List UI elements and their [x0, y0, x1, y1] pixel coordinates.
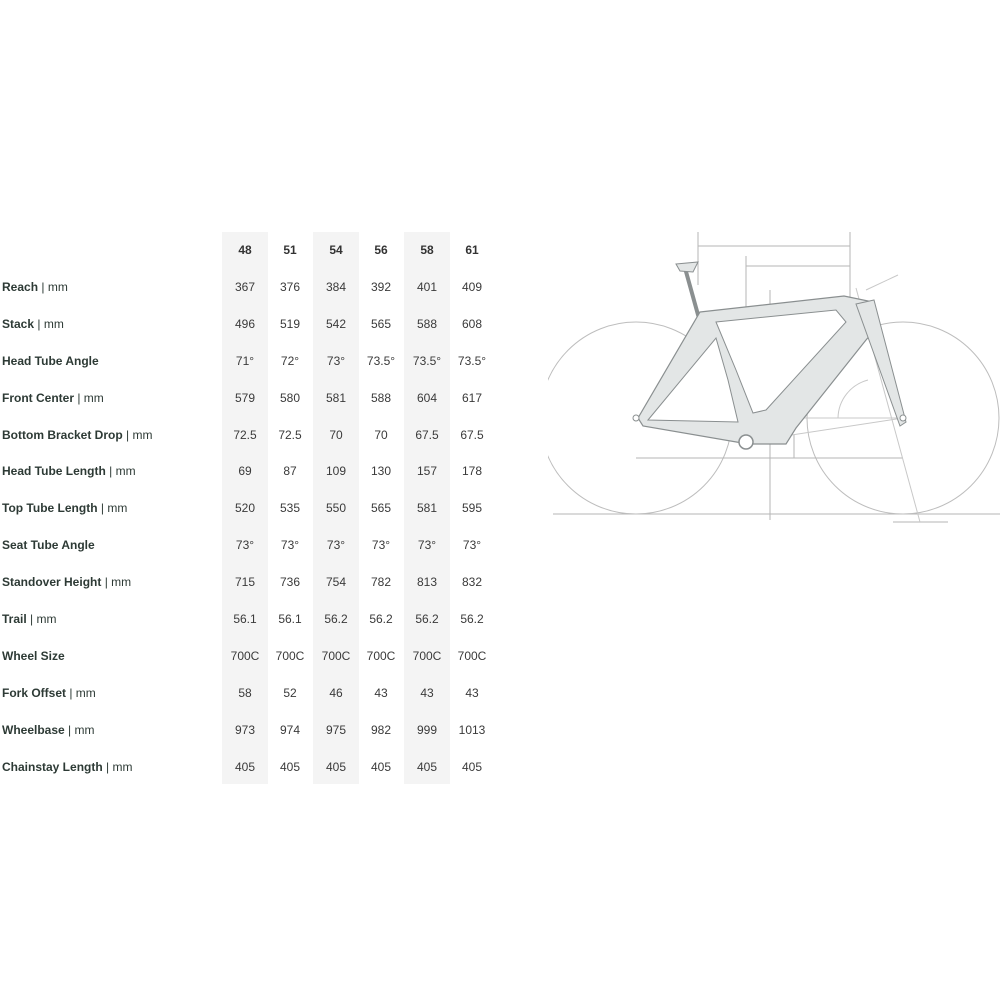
row-label: [2, 417, 152, 453]
size-header-58: 58: [420, 243, 434, 257]
measurement-name: Chainstay Length: [2, 759, 103, 774]
value-cell: 73°: [326, 353, 346, 368]
value-cell: 392: [370, 279, 392, 294]
row-reach: [0, 269, 500, 305]
row-wheel-size: [0, 638, 500, 674]
measurement-name: Top Tube Length: [2, 501, 98, 516]
front-axle: [900, 415, 906, 421]
row-head-tube-angle: [0, 343, 500, 379]
measurement-name: Wheel Size: [2, 648, 65, 663]
measurement-unit: | mm: [101, 575, 132, 590]
value-cell: 595: [461, 501, 483, 516]
value-cell: 608: [461, 316, 483, 331]
value-cell: 73°: [235, 538, 255, 553]
row-fork-offset: [0, 675, 500, 711]
value-cell: 58: [238, 685, 252, 700]
value-cell: 87: [283, 464, 297, 479]
value-cell: 604: [416, 390, 438, 405]
row-label: [2, 306, 64, 342]
value-cell: 70: [374, 427, 388, 442]
value-cell: 70: [329, 427, 343, 442]
measurement-name: Fork Offset: [2, 685, 67, 700]
value-cell: 405: [416, 759, 438, 774]
fork: [856, 300, 906, 426]
measurement-unit: | mm: [34, 316, 64, 331]
value-cell: 405: [279, 759, 301, 774]
value-cell: 43: [420, 685, 434, 700]
size-header-51: 51: [283, 243, 297, 257]
row-label: [2, 269, 68, 305]
row-head-tube-length: [0, 453, 500, 489]
value-cell: 782: [370, 575, 392, 590]
value-cell: 178: [461, 464, 483, 479]
value-cell: 700C: [457, 648, 487, 663]
measurement-name: Reach: [2, 279, 39, 294]
bike-geometry-diagram: [548, 230, 1000, 530]
value-cell: 56.2: [324, 612, 348, 626]
size-header-row: [0, 232, 500, 268]
value-cell: 520: [234, 501, 256, 516]
fork-offset-line: [866, 275, 898, 290]
value-cell: 367: [234, 279, 256, 294]
value-cell: 56.2: [415, 612, 439, 626]
measurement-unit: | mm: [74, 390, 104, 405]
rear-axle: [633, 415, 639, 421]
row-label: [2, 638, 65, 674]
row-top-tube-length: [0, 490, 500, 526]
value-cell: 581: [416, 501, 438, 516]
measurement-unit: | mm: [97, 501, 128, 516]
value-cell: 700C: [321, 648, 351, 663]
value-cell: 73°: [462, 538, 482, 553]
value-cell: 405: [461, 759, 483, 774]
value-cell: 535: [279, 501, 301, 516]
row-label: [2, 527, 95, 563]
row-stack: [0, 306, 500, 342]
size-header-61: 61: [465, 243, 479, 257]
value-cell: 542: [325, 316, 347, 331]
measurement-name: Head Tube Length: [2, 464, 106, 479]
value-cell: 56.2: [369, 612, 393, 626]
value-cell: 71°: [235, 353, 255, 368]
value-cell: 581: [325, 390, 347, 405]
value-cell: 52: [283, 685, 297, 700]
row-label: [2, 749, 132, 785]
value-cell: 700C: [230, 648, 260, 663]
value-cell: 519: [279, 316, 301, 331]
size-header-48: 48: [238, 243, 252, 257]
value-cell: 401: [416, 279, 438, 294]
value-cell: 72.5: [233, 427, 257, 442]
saddle: [676, 262, 698, 272]
measurement-unit: | mm: [66, 685, 96, 700]
row-trail: [0, 601, 500, 637]
value-cell: 384: [325, 279, 347, 294]
value-cell: 715: [234, 575, 256, 590]
measurement-name: Head Tube Angle: [2, 353, 99, 368]
row-label: [2, 601, 56, 637]
value-cell: 700C: [412, 648, 442, 663]
value-cell: 109: [325, 464, 347, 479]
size-header-56: 56: [374, 243, 388, 257]
row-label: [2, 712, 94, 748]
measurement-unit: | mm: [38, 279, 68, 294]
value-cell: 588: [416, 316, 438, 331]
row-seat-tube-angle: [0, 527, 500, 563]
value-cell: 409: [461, 279, 483, 294]
value-cell: 43: [374, 685, 388, 700]
value-cell: 565: [370, 501, 392, 516]
value-cell: 496: [234, 316, 256, 331]
value-cell: 565: [370, 316, 392, 331]
value-cell: 73°: [371, 538, 391, 553]
value-cell: 376: [279, 279, 301, 294]
value-cell: 588: [370, 390, 392, 405]
measurement-unit: | mm: [102, 759, 133, 774]
value-cell: 974: [279, 722, 301, 737]
value-cell: 700C: [275, 648, 305, 663]
value-cell: 67.5: [415, 427, 439, 442]
value-cell: 72.5: [278, 427, 302, 442]
measurement-name: Standover Height: [2, 575, 102, 590]
value-cell: 130: [370, 464, 392, 479]
value-cell: 405: [370, 759, 392, 774]
measurement-unit: | mm: [26, 612, 57, 626]
row-label: [2, 453, 136, 489]
value-cell: 72°: [280, 353, 300, 368]
row-chainstay-length: [0, 749, 500, 785]
value-cell: 617: [461, 390, 483, 405]
value-cell: 999: [416, 722, 438, 737]
size-header-54: 54: [329, 243, 343, 257]
head-angle-arc: [838, 380, 868, 418]
value-cell: 405: [234, 759, 256, 774]
row-label: [2, 564, 131, 600]
row-bottom-bracket-drop: [0, 417, 500, 453]
value-cell: 67.5: [460, 427, 484, 442]
row-standover-height: [0, 564, 500, 600]
value-cell: 43: [465, 685, 479, 700]
row-label: [2, 343, 99, 379]
value-cell: 700C: [366, 648, 396, 663]
value-cell: 73°: [417, 538, 437, 553]
value-cell: 69: [238, 464, 252, 479]
value-cell: 56.2: [460, 612, 484, 626]
value-cell: 579: [234, 390, 256, 405]
row-front-center: [0, 380, 500, 416]
value-cell: 580: [279, 390, 301, 405]
row-label: [2, 490, 127, 526]
measurement-name: Wheelbase: [2, 722, 65, 737]
value-cell: 73.5°: [457, 353, 487, 368]
value-cell: 56.1: [278, 612, 302, 626]
measurement-name: Trail: [2, 612, 27, 626]
measurement-unit: | mm: [105, 464, 136, 479]
value-cell: 56.1: [233, 612, 257, 626]
value-cell: 46: [329, 685, 343, 700]
value-cell: 405: [325, 759, 347, 774]
value-cell: 73.5°: [412, 353, 442, 368]
value-cell: 157: [416, 464, 438, 479]
value-cell: 975: [325, 722, 347, 737]
value-cell: 73°: [280, 538, 300, 553]
measurement-name: Bottom Bracket Drop: [2, 427, 123, 442]
row-label: [2, 675, 96, 711]
value-cell: 736: [279, 575, 301, 590]
bottom-bracket: [739, 435, 753, 449]
value-cell: 73°: [326, 538, 346, 553]
measurement-name: Stack: [2, 316, 35, 331]
measurement-name: Front Center: [2, 390, 74, 405]
value-cell: 1013: [458, 722, 486, 737]
measurement-unit: | mm: [64, 722, 95, 737]
value-cell: 73.5°: [366, 353, 396, 368]
measurement-unit: | mm: [122, 427, 153, 442]
value-cell: 754: [325, 575, 347, 590]
value-cell: 550: [325, 501, 347, 516]
value-cell: 813: [416, 575, 438, 590]
value-cell: 982: [370, 722, 392, 737]
value-cell: 973: [234, 722, 256, 737]
row-wheelbase: [0, 712, 500, 748]
value-cell: 832: [461, 575, 483, 590]
row-label: [2, 380, 104, 416]
measurement-name: Seat Tube Angle: [2, 538, 95, 553]
